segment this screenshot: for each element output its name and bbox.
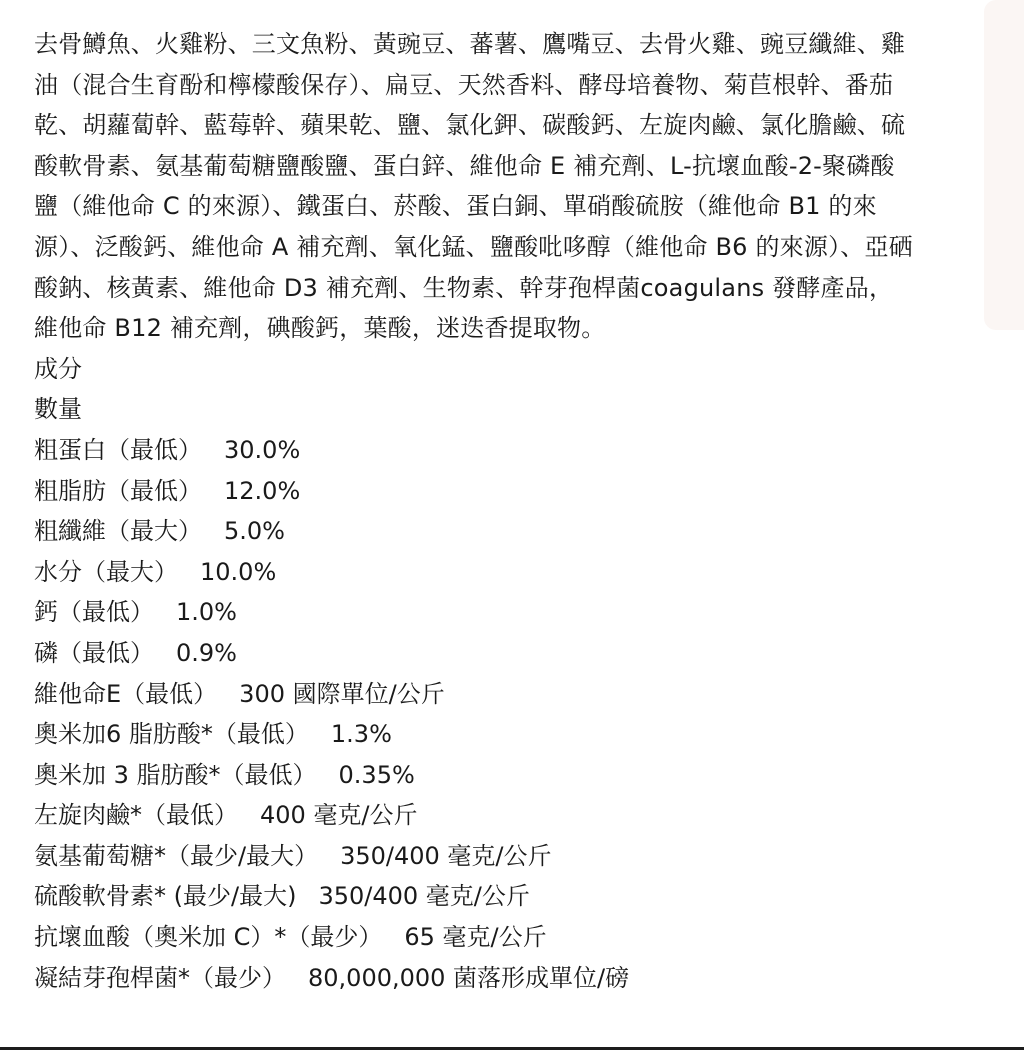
ingredient-label: 成分 — [34, 354, 82, 383]
nutrient-value: 0.35% — [338, 760, 415, 789]
nutrient-value: 80,000,000 菌落形成單位/磅 — [308, 963, 630, 992]
nutrient-value: 300 國際單位/公斤 — [239, 679, 445, 708]
nutrient-value: 1.0% — [176, 598, 237, 627]
nutrient-row — [34, 511, 914, 552]
nutrient-name: 粗纖維（最大） — [34, 517, 202, 546]
nutrient-row — [34, 836, 914, 877]
nutrient-list — [34, 430, 914, 998]
nutrient-row — [34, 755, 914, 796]
product-info — [34, 24, 914, 998]
nutrient-row — [34, 795, 914, 836]
nutrient-row — [34, 958, 914, 999]
nutrient-row — [34, 592, 914, 633]
nutrient-name: 粗脂肪（最低） — [34, 476, 202, 505]
nutrient-name: 硫酸軟骨素* (最少/最大) — [34, 882, 297, 911]
nutrient-row — [34, 552, 914, 593]
nutrient-value: 30.0% — [224, 435, 301, 464]
nutrient-row — [34, 917, 914, 958]
nutrient-row — [34, 674, 914, 715]
nutrient-value: 350/400 毫克/公斤 — [318, 882, 530, 911]
nutrient-name: 奧米加6 脂肪酸*（最低） — [34, 720, 309, 749]
nutrient-row — [34, 471, 914, 512]
nutrient-name: 氨基葡萄糖*（最少/最大） — [34, 841, 319, 870]
nutrient-name: 水分（最大） — [34, 557, 178, 586]
nutrient-value: 400 毫克/公斤 — [260, 801, 418, 830]
nutrient-value: 1.3% — [330, 720, 392, 749]
nutrient-row — [34, 430, 914, 471]
nutrient-value: 0.9% — [176, 638, 237, 667]
nutrient-value: 65 毫克/公斤 — [404, 923, 547, 952]
nutrient-value: 5.0% — [224, 517, 285, 546]
amount-label: 數量 — [34, 395, 82, 424]
nutrient-row — [34, 633, 914, 674]
nutrient-value: 350/400 毫克/公斤 — [340, 841, 552, 870]
nutrient-row — [34, 876, 914, 917]
nutrient-name: 奧米加 3 脂肪酸*（最低） — [34, 760, 317, 789]
nutrient-name: 左旋肉鹼*（最低） — [34, 801, 238, 830]
nutrient-name: 磷（最低） — [34, 638, 154, 667]
nutrient-name: 抗壞血酸（奧米加 C）*（最少） — [34, 923, 383, 952]
nutrient-name: 維他命E（最低） — [34, 679, 218, 708]
nutrient-value: 10.0% — [200, 557, 277, 586]
nutrient-name: 凝結芽孢桿菌*（最少） — [34, 963, 286, 992]
nutrient-row — [34, 714, 914, 755]
nutrient-name: 鈣（最低） — [34, 598, 154, 627]
side-panel — [984, 0, 1024, 330]
nutrient-value: 12.0% — [224, 476, 301, 505]
ingredients-paragraph: 去骨鱒魚、火雞粉、三文魚粉、黃豌豆、蕃薯、鷹嘴豆、去骨火雞、豌豆纖維、雞油（混合生育酚和檸檬酸保存）、扁豆、天然香料、酵母培養物、菊苣根幹、番茄乾、胡蘿蔔幹、藍莓幹、蘋果乾、鹽、氯化鉀、碳酸鈣、左旋肉鹼、氯化膽鹼、硫酸軟骨素、氨基葡萄糖鹽酸鹽、蛋白鋅、維他命 E 補充劑、L-抗壞血酸-2-聚磷酸鹽（維他命 C 的來源）、鐵蛋白、菸酸、蛋白銅、單硝酸硫胺（維他命 B1 的來源）、泛酸鈣、維他命 A 補充劑、氧化錳、鹽酸吡哆醇（維他命 B6 的來源）、亞硒酸鈉、核黃素、維他命 D3 補充劑、生物素、幹芽孢桿菌coagulans 發酵產品，維他命 B12 補充劑，碘酸鈣，葉酸，迷迭香提取物。 — [34, 30, 913, 343]
nutrient-name: 粗蛋白（最低） — [34, 435, 202, 464]
